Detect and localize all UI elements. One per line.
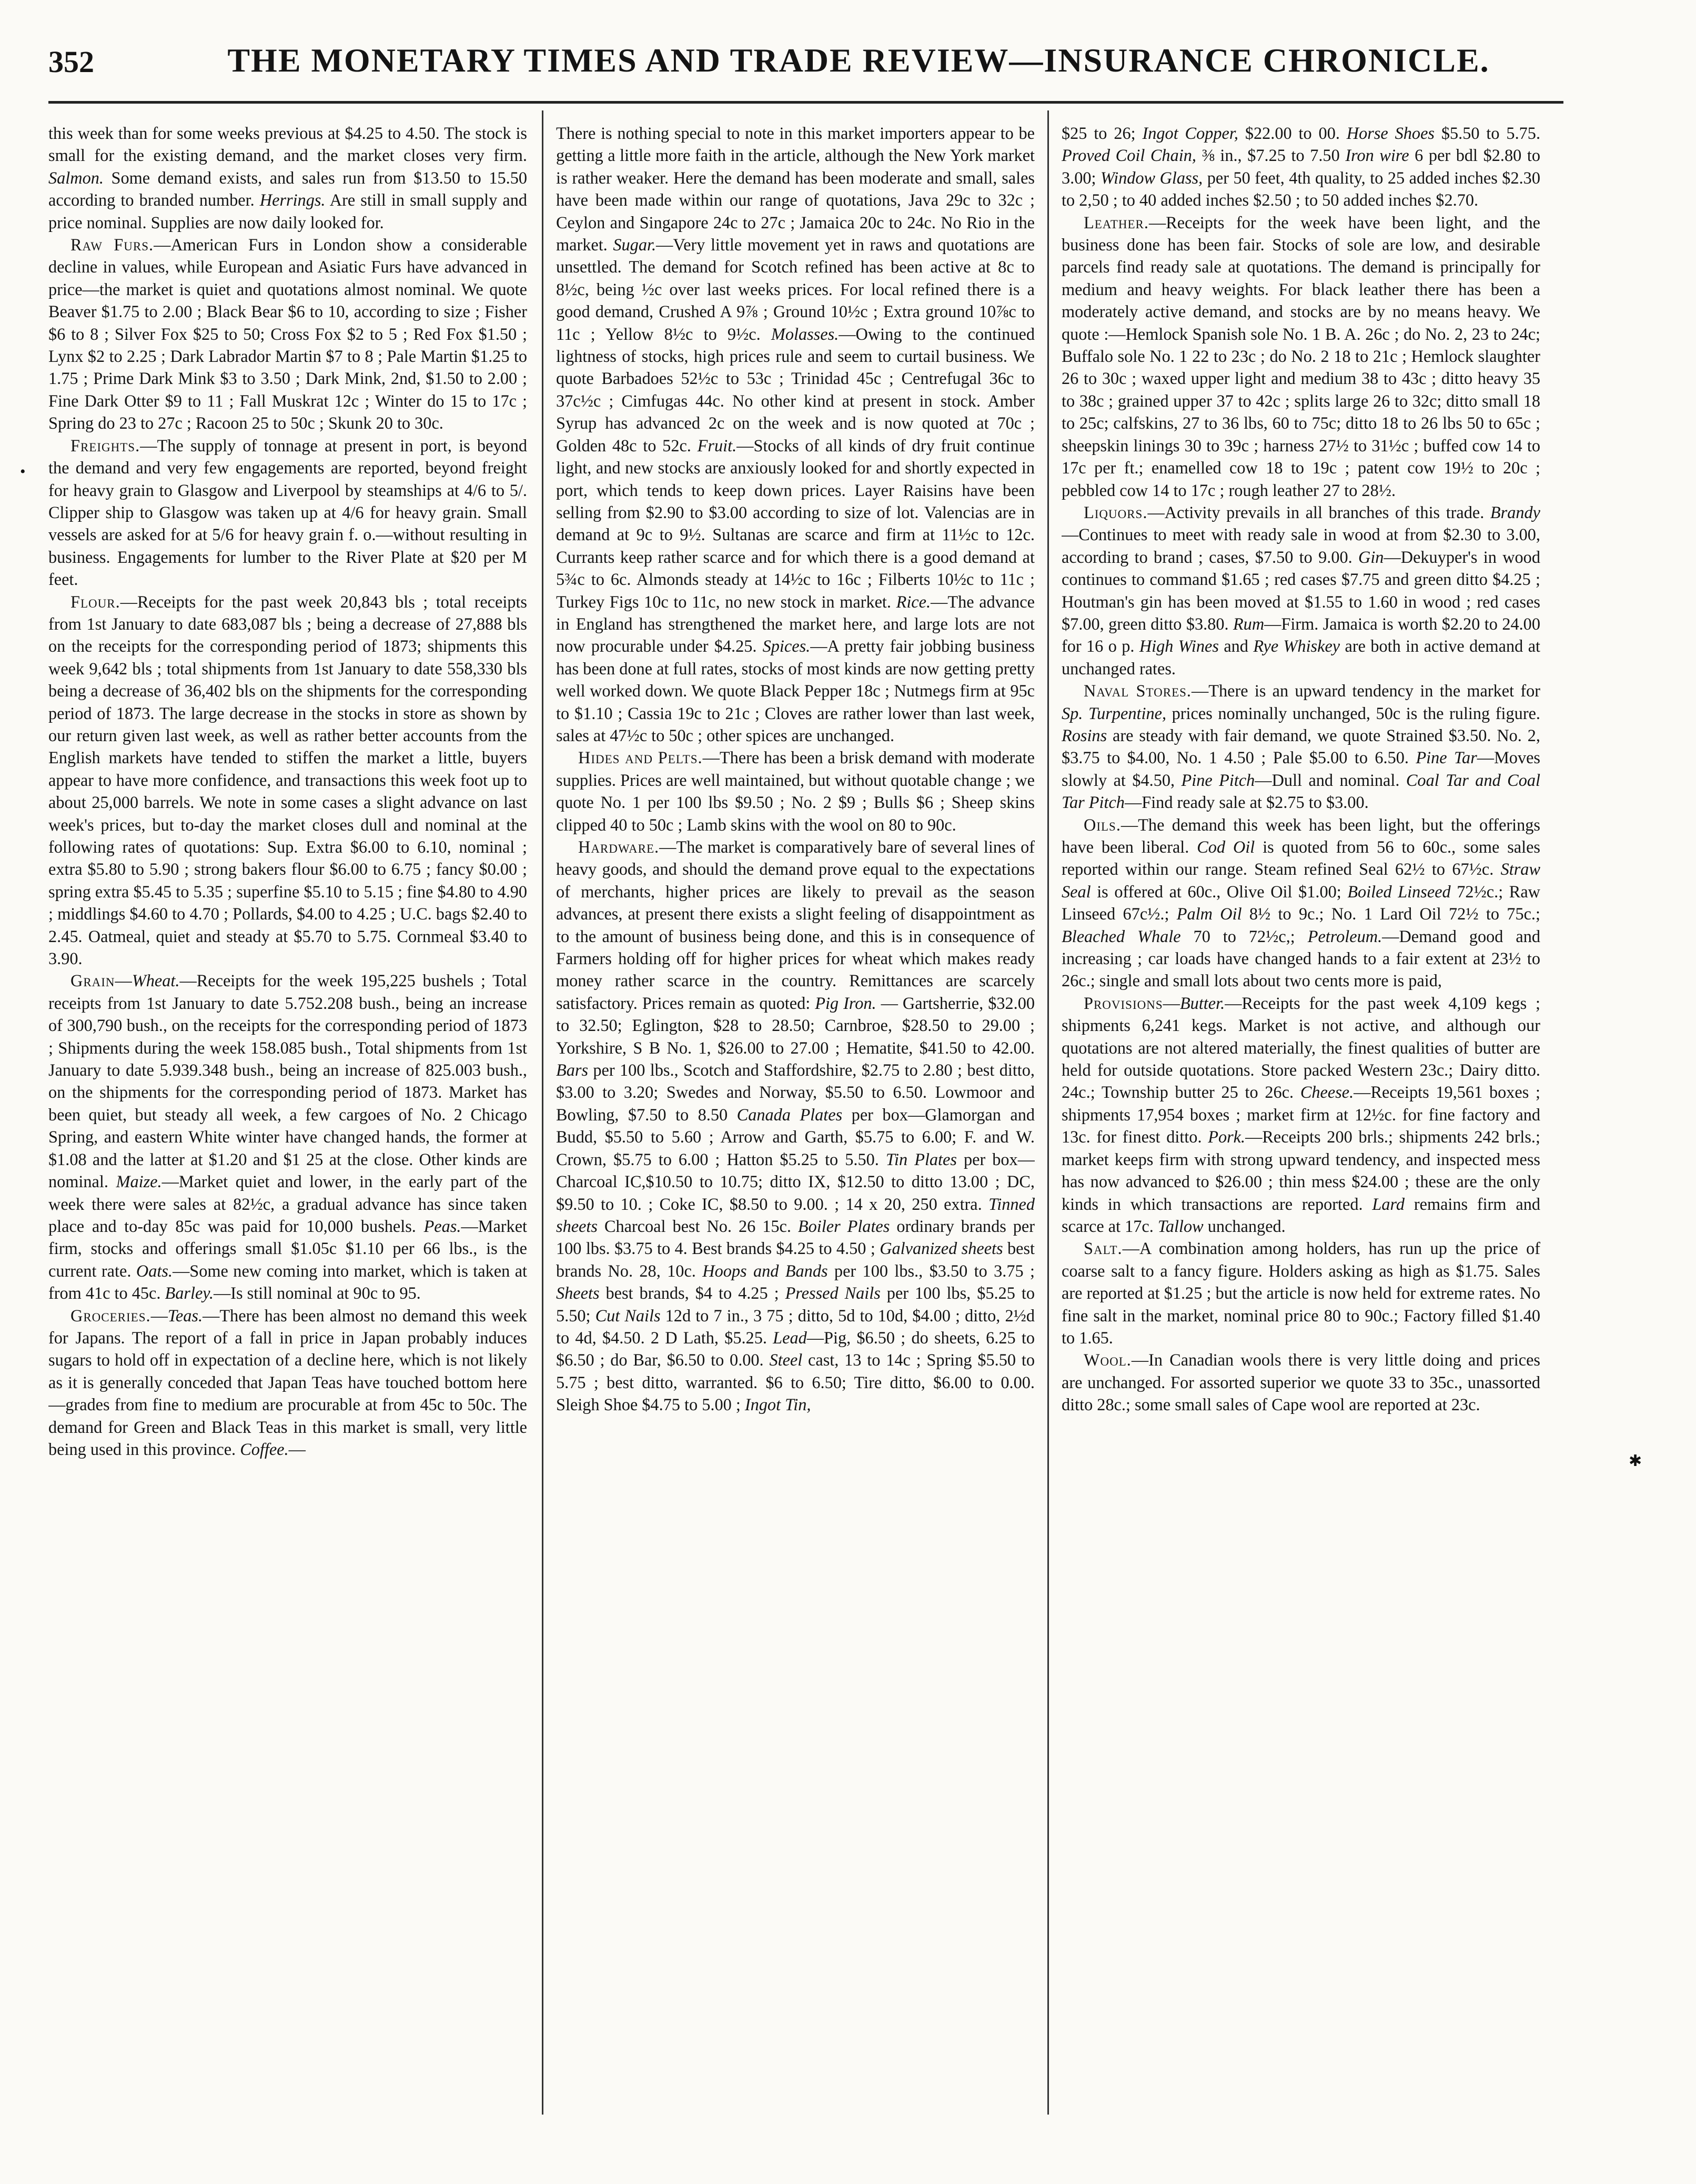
article-paragraph (1062, 680, 1540, 813)
paragraph-text: —The supply of tonnage at present in port, is beyond the demand and very few engagements are reported, beyond freight for heavy grain to Glasgow and Liverpool by steamships at 4/6 to 5/. Clipper ship to Glasgow was taken up at 4/6 for heavy grain. Small vessels are asked for at 5/6 for heavy grain f. o.—without resulting in business. Engagements for lumber to the River Plate at $20 per M feet. (48, 436, 527, 589)
commodity-label: Palm Oil (1176, 904, 1242, 924)
article-paragraph (1062, 501, 1540, 680)
commodity-label: Tin Plates (885, 1149, 957, 1169)
article-paragraph (48, 591, 527, 970)
paragraph-text: ⅜ in., $7.25 to 7.50 (1196, 146, 1346, 165)
paragraph-text: —Very little movement yet in raws and quotations are unsettled. The demand for Scotch refined has been active at 8c to 8½c, being ½c over last weeks prices. For local refined there is a good demand, Crushed A 9⅞ ; Ground 10½c ; Extra ground 10⅞c to 11c ; Yellow 8½c to 9½c. (556, 235, 1035, 343)
commodity-label: Ingot Tin, (744, 1395, 811, 1414)
commodity-label: Proved Coil Chain, (1062, 146, 1196, 165)
commodity-label: Coffee. (240, 1439, 289, 1459)
commodity-label: Coal Tar and Coal Tar Pitch (1062, 770, 1540, 812)
section-heading: Naval Stores. (1084, 681, 1192, 701)
paragraph-text: —There is an upward tendency in the market for (1192, 681, 1540, 701)
paragraph-text: 70 to 72½c,; (1180, 926, 1308, 946)
article-paragraph (556, 836, 1035, 1416)
column-divider (1047, 110, 1049, 2115)
margin-dot: • (20, 463, 26, 480)
section-heading: Oils. (1084, 815, 1121, 834)
paragraph-text: —Owing to the continued lightness of stocks, high prices rule and seem to curtail business. We quote Barbadoes 52½c to 53c ; Trinidad 45c ; Centrefugal 36c to 37c½c ; Cimfugas 44c. No other kind at present in stock. Amber Syrup has advanced 2c on the week and is now quoted at 70c ; Golden 48c to 52c. (556, 324, 1035, 455)
paragraph-text: —Stocks of all kinds of dry fruit continue light, and new stocks are anxiously looked for and shortly expected in port, which tends to keep down prices. Layer Raisins have been selling from $2.90 to $3.00 according to size of lot. Valencias are in demand at 9c to 9½. Sultanas are scarce and firm at 11½c to 12c. Currants keep rather scarce and for which there is a good demand at 5¾c to 6c. Almonds steady at 14½c to 16c ; Filberts 10½c to 11c ; Turkey Figs 10c to 11c, no new stock in market. (556, 436, 1035, 611)
paragraph-text: —The demand this week has been light, but the offerings have been liberal. (1062, 815, 1540, 856)
commodity-label: Pressed Nails (785, 1283, 881, 1303)
column-2 (556, 122, 1035, 2116)
article-paragraph (1062, 992, 1540, 1237)
commodity-label: Oats. (136, 1261, 173, 1280)
paragraph-text: — (1163, 993, 1180, 1013)
paragraph-text: is offered at 60c., Olive Oil $1.00; (1091, 882, 1348, 901)
paragraph-text: per box—Charcoal IC,$10.50 to 10.75; ditto IX, $12.50 to ditto 13.00 ; DC, $9.50 to 10. ; Coke IC, $8.50 to 9.00. ; 14 x 20, 250 extra. (556, 1149, 1035, 1214)
paragraph-text: cast, 13 to 14c ; Spring $5.50 to 5.75 ; best ditto, warranted. $6 to 6.50; Tire ditto, $6.00 to 0.00. Sleigh Shoe $4.75 to 5.00 ; (556, 1350, 1035, 1414)
paragraph-text: 6 per bdl $2.80 to 3.00; (1062, 146, 1540, 187)
paragraph-text: —Is still nominal at 90c to 95. (213, 1283, 421, 1303)
paragraph-text: and (1218, 636, 1254, 656)
commodity-label: Boiled Linseed (1347, 882, 1451, 901)
commodity-label: Wheat. (132, 971, 180, 990)
paragraph-text: best brands, $4 to 4.25 ; (599, 1283, 785, 1303)
commodity-label: Maize. (116, 1172, 162, 1191)
paragraph-text: Charcoal best No. 26 15c. (597, 1216, 798, 1236)
section-heading: Leather. (1084, 213, 1149, 232)
paragraph-text: per box—Glamorgan and Budd, $5.50 to 5.60 ; Arrow and Garth, $5.75 to 6.00; F. and W. Crown, $5.75 to 6.00 ; Hatton $5.25 to 5.50. (556, 1105, 1035, 1169)
commodity-label: Sp. Turpentine, (1062, 703, 1167, 723)
section-heading: Wool. (1084, 1350, 1132, 1370)
commodity-label: Rum (1233, 614, 1265, 633)
paragraph-text: —Some new coming into market, which is taken at from 41c to 45c. (48, 1261, 527, 1303)
paragraph-text: 8½ to 9c.; No. 1 Lard Oil 72½ to 75c.; (1241, 904, 1540, 924)
paragraph-text: — (288, 1439, 306, 1459)
commodity-label: Bars (556, 1060, 589, 1080)
paragraph-text: —Activity prevails in all branches of this trade. (1147, 502, 1490, 522)
section-heading: Flour. (70, 592, 120, 611)
commodity-label: Tinned sheets (556, 1194, 1035, 1236)
paragraph-text: —Receipts for the past week 4,109 kegs ; shipments 6,241 kegs. Market is not active, and although our quotations are not altered materially, the finest qualities of butter are held for outside quotations. Store packed Western 23c.; Dairy ditto. 24c.; Township butter 25 to 26c. (1062, 993, 1540, 1102)
section-heading: Grain (70, 971, 115, 990)
paragraph-text: —There has been a brisk demand with moderate supplies. Prices are well maintained, but without quotable change ; we quote No. 1 per 100 lbs $9.50 ; No. 2 $9 ; Bulls $6 ; Sheep skins clipped 40 to 50c ; Lamb skins with the wool on 80 to 90c. (556, 748, 1035, 834)
commodity-label: Teas. (167, 1306, 203, 1325)
paragraph-text: unchanged. (1203, 1216, 1286, 1236)
paragraph-text: —Continues to meet with ready sale in wood at from $2.30 to 3.00, according to brand ; cases, $7.50 to 9.00. (1062, 525, 1540, 567)
paragraph-text: per 100 lbs., $3.50 to 3.75 ; (827, 1261, 1035, 1280)
commodity-label: Boiler Plates (797, 1216, 890, 1236)
paragraph-text: —Dekuyper's in wood continues to command $1.65 ; red cases $7.75 and green ditto $4.25 ; Houtman's gin has been moved at $1.55 to 1.60 in wood ; red cases $7.00, green ditto $3.80. (1062, 547, 1540, 633)
commodity-label: Steel (769, 1350, 803, 1370)
article-paragraph (556, 122, 1035, 746)
paragraph-text: per 50 feet, 4th quality, to 25 added inches $2.30 to 2,50 ; to 40 added inches $2.50 ; to 50 added inches $2.70. (1062, 168, 1540, 210)
paragraph-text: is quoted from 56 to 60c., some sales reported within our range. Steam refined Seal 62½ to 67½c. (1062, 837, 1540, 879)
paragraph-text: per 100 lbs., Scotch and Staffordshire, $2.75 to 2.80 ; best ditto, $3.00 to 3.20; Swedes and Norway, $5.50 to 6.50. Lowmoor and Bowling, $7.50 to 8.50 (556, 1060, 1035, 1124)
running-head-title: THE MONETARY TIMES AND TRADE REVIEW—INSURANCE CHRONICLE. (227, 42, 1490, 79)
paragraph-text: — Gartsherrie, $32.00 to 32.50; Eglington, $28 to 28.50; Carnbroe, $28.50 to 29.00 ; Yorkshire, S B No. 1, $26.00 to 27.00 ; Hematite, $41.50 to 42.00. (556, 993, 1035, 1057)
paragraph-text: best brands No. 28, 10c. (556, 1239, 1035, 1280)
paragraph-text: $5.50 to 5.75. (1434, 124, 1540, 143)
paragraph-text: $25 to 26; (1062, 124, 1143, 143)
commodity-label: Lead (773, 1328, 807, 1347)
commodity-label: Canada Plates (736, 1105, 843, 1124)
paragraph-text: are steady with fair demand, we quote Strained $3.50. No. 2, $3.75 to $4.00, No. 1 4.50 ; Pale $5.00 to 6.50. (1062, 725, 1540, 767)
column-divider (542, 110, 543, 2115)
section-heading: Provisions (1084, 993, 1163, 1013)
commodity-label: Hoops and Bands (702, 1261, 828, 1280)
column-1 (48, 122, 527, 2116)
commodity-label: Salmon. (48, 168, 104, 187)
commodity-label: Pig Iron. (815, 993, 876, 1013)
paragraph-text: —There has been almost no demand this week for Japans. The report of a fall in price in Japan probably induces sugars to hold off in expectation of a decline here, which is not likely as it is generally conceded that Japan Teas have touched bottom here—grades from fine to medium are procurable at from 45c to 50c. The demand for Green and Black Teas in this market is small, very little being used in this province. (48, 1306, 527, 1459)
paragraph-text: —Receipts 200 brls.; shipments 242 brls.; market keeps firm with strong upward tendency, and inspected mess has now advanced to $26.00 ; thin mess $24.00 ; these are the only kinds in which transactions are reported. (1062, 1127, 1540, 1214)
section-heading: Liquors. (1084, 502, 1148, 522)
article-paragraph (48, 122, 527, 234)
paragraph-text: Some demand exists, and sales run from $13.50 to 15.50 according to branded number. (48, 168, 527, 210)
paragraph-text: Are still in small supply and price nominal. Supplies are now daily looked for. (48, 190, 527, 232)
page-number: 352 (48, 45, 94, 79)
column-3 (1062, 122, 1540, 2116)
paragraph-text: There is nothing special to note in this market importers appear to be getting a little more faith in the article, although the New York market is rather weaker. Here the demand has been moderate and small, sales have been made within our range of quotations, Java 29c to 32c ; Ceylon and Singapore 24c to 27c ; Jamaica 20c to 24c. No Rio in the market. (556, 124, 1035, 255)
header-rule (48, 101, 1563, 104)
commodity-label: Straw Seal (1062, 860, 1540, 901)
commodity-label: High Wines (1139, 636, 1219, 656)
paragraph-text: this week than for some weeks previous at $4.25 to 4.50. The stock is small for the existing demand, and the market closes very firm. (48, 124, 527, 165)
commodity-label: Rosins (1062, 725, 1107, 745)
commodity-label: Pork. (1208, 1127, 1246, 1147)
commodity-label: Iron wire (1345, 146, 1409, 165)
margin-asterisk: ✱ (1629, 1452, 1642, 1470)
commodity-label: Butter. (1179, 993, 1225, 1013)
article-paragraph (1062, 814, 1540, 992)
article-paragraph (1062, 122, 1540, 211)
paragraph-text: —Dull and nominal. (1255, 770, 1406, 790)
commodity-label: Herrings. (259, 190, 326, 210)
commodity-label: Cut Nails (595, 1306, 661, 1325)
paragraph-text: —Market quiet and lower, in the early part of the week there were sales at 82½c, a gradual advance has since taken place and to-day 85c was paid for 10,000 bushels. (48, 1172, 527, 1236)
commodity-label: Spices. (762, 636, 811, 656)
paragraph-text: 12d to 7 in., 3 75 ; ditto, 5d to 10d, $4.00 ; ditto, 2½d to 4d, $4.50. 2 D Lath, $5.25. (556, 1306, 1035, 1347)
paragraph-text: —Receipts for the week have been light, and the business done has been fair. Stocks of sole are low, and desirable parcels find ready sale at quotations. The demand is principally for medium and heavy weights. For black leather there has been a moderately active demand, and stocks are by no means heavy. We quote :—Hemlock Spanish sole No. 1 B. A. 26c ; do No. 2, 23 to 24c; Buffalo sole No. 1 22 to 23c ; do No. 2 18 to 21c ; Hemlock slaughter 26 to 30c ; waxed upper light and medium 38 to 43c ; ditto heavy 35 to 38c ; grained upper 37 to 42c ; splits large 26 to 32c; ditto small 18 to 25c; calfskins, 27 to 36 lbs, 60 to 75c; ditto 18 to 26 lbs 50 to 65c ; sheepskin linings 30 to 39c ; harness 27½ to 31½c ; buffed cow 14 to 17c per ft.; enamelled cow 18 to 19c ; patent cow 19½ to 20c ; pebbled cow 14 to 17c ; rough leather 27 to 28½. (1062, 213, 1540, 500)
page-header (48, 23, 1563, 86)
paragraph-text: $22.00 to 00. (1238, 124, 1347, 143)
paragraph-text: —Receipts for the past week 20,843 bls ; total receipts from 1st January to date 683,087 bls ; being a decrease of 27,888 bls on the receipts for the corresponding period of 1873; shipments this week 9,642 bls ; total shipments from 1st January to date 558,330 bls being a decrease of 36,402 bls on the shipments for the corresponding period of 1873. The large decrease in the stocks in store as shown by our return given last week, as well as rather better accounts from the English markets have tended to stiffen the market a little, buyers appear to have more confidence, and transactions this week foot up to about 25,000 barrels. We note in some cases a slight advance on last week's prices, but to-day the market closes dull and nominal at the following rates of quotations: Sup. Extra $6.00 to 6.10, nominal ; extra $5.80 to 5.90 ; strong bakers flour $6.00 to 6.75 ; fancy $0.00 ; spring extra $5.45 to 5.35 ; superfine $5.10 to 5.15 ; fine $4.80 to 4.90 ; middlings $4.60 to 4.70 ; Pollards, $4.00 to 4.25 ; U.C. bags $2.40 to 2.45. Oatmeal, quiet and steady at $5.70 to 5.75. Cornmeal $3.40 to 3.90. (48, 592, 527, 968)
section-heading: Groceries. (70, 1306, 151, 1325)
article-paragraph (48, 434, 527, 591)
paragraph-text: —A combination among holders, has run up the price of coarse salt to a fancy figure. Holders asking as high as $1.75. Sales are reported at $1.25 ; but the article is now held for extreme rates. No fine salt in the market, nominal price 80 to 90c.; Factory filled $1.40 to 1.65. (1062, 1239, 1540, 1347)
commodity-label: Petroleum. (1307, 926, 1382, 946)
paragraph-text: —Demand good and increasing ; car loads have changed hands to a fair extent at 23½ to 26c.; single and small lots about two cents more is paid, (1062, 926, 1540, 990)
commodity-label: Lard (1372, 1194, 1405, 1214)
paragraph-text: —Moves slowly at $4.50, (1062, 748, 1540, 790)
paragraph-text: —The market is comparatively bare of several lines of heavy goods, and should the demand prove equal to the expectations of merchants, higher prices are likely to prevail as the season advances, at present there exists a slight feeling of disappointment as to the amount of business being done, and this is in consequence of Farmers holding off for higher prices for wheat which makes ready money rather scarce in the country. Remittances are scarcely satisfactory. Prices remain as quoted: (556, 837, 1035, 1013)
paragraph-text: prices nominally unchanged, 50c is the ruling figure. (1166, 703, 1540, 723)
commodity-label: Galvanized sheets (880, 1239, 1003, 1258)
paragraph-text: —Firm. Jamaica is worth $2.20 to 24.00 for 16 o p. (1062, 614, 1540, 656)
paragraph-text: —Market firm, stocks and offerings small $1.05c $1.10 per 66 lbs., is the current rate. (48, 1216, 527, 1280)
commodity-label: Sheets (556, 1283, 600, 1303)
commodity-label: Bleached Whale (1062, 926, 1181, 946)
section-heading: Freights. (70, 436, 140, 455)
paragraph-text: remains firm and scarce at 17c. (1062, 1194, 1540, 1236)
paragraph-text: —Receipts for the week 195,225 bushels ; Total receipts from 1st January to date 5.752.208 bush., being an increase of 300,790 bush., on the receipts for the corresponding period of 1873 ; Shipments during the week 158.085 bush., Total shipments from 1st January to date 5.939.348 bush., being an increase of 825.003 bush., on the shipments for the corresponding period of 1873. Market has been quiet, but steady all week, a few cargoes of No. 2 Chicago Spring, and eastern White winter have changed hands, the former at $1.08 and the latter at $1.20 and $1 25 at the close. Other kinds are nominal. (48, 971, 527, 1191)
commodity-label: Pine Tar (1416, 748, 1477, 767)
paragraph-text: —American Furs in London show a considerable decline in values, while European and Asiatic Furs have advanced in price—the market is quiet and quotations almost nominal. We quote Beaver $1.75 to 2.00 ; Black Bear $6 to 10, according to size ; Fisher $6 to 8 ; Silver Fox $25 to 50; Cross Fox $2 to 5 ; Red Fox $1.50 ; Lynx $2 to 2.25 ; Dark Labrador Martin $7 to 8 ; Pale Martin $1.25 to 1.75 ; Prime Dark Mink $3 to 3.50 ; Dark Mink, 2nd, $1.50 to 2.00 ; Fine Dark Otter $9 to 11 ; Fall Muskrat 12c ; Winter do 15 to 17c ; Spring do 23 to 27c ; Racoon 25 to 50c ; Skunk 20 to 30c. (48, 235, 527, 433)
article-paragraph (1062, 1349, 1540, 1415)
paragraph-text: —In Canadian wools there is very little doing and prices are unchanged. For assorted superior we quote 33 to 35c., unassorted ditto 28c.; some small sales of Cape wool are reported at 23c. (1062, 1350, 1540, 1414)
commodity-label: Cheese. (1300, 1083, 1354, 1102)
commodity-label: Fruit. (697, 436, 737, 455)
section-heading: Raw Furs. (70, 235, 154, 255)
paragraph-text: ordinary brands per 100 lbs. $3.75 to 4. Best brands $4.25 to 4.50 ; (556, 1216, 1035, 1258)
paragraph-text: — (150, 1306, 168, 1325)
commodity-label: Ingot Copper, (1142, 124, 1238, 143)
commodity-label: Sugar. (613, 235, 657, 255)
commodity-label: Window Glass, (1101, 168, 1203, 187)
commodity-label: Cod Oil (1197, 837, 1255, 856)
paragraph-text: —Receipts 19,561 boxes ; shipments 17,954 boxes ; market firm at 12½c. for fine factory and 13c. for finest ditto. (1062, 1083, 1540, 1147)
commodity-label: Gin (1358, 547, 1384, 567)
paragraph-text: — (115, 971, 132, 990)
paragraph-text: —Find ready sale at $2.75 to $3.00. (1124, 793, 1369, 812)
commodity-label: Barley. (165, 1283, 214, 1303)
commodity-label: Brandy (1490, 502, 1540, 522)
commodity-label: Molasses. (771, 324, 839, 343)
section-heading: Salt. (1084, 1239, 1123, 1258)
paragraph-text: 72½c.; Raw Linseed 67c½.; (1062, 882, 1540, 924)
section-heading: Hides and Pelts. (578, 748, 703, 767)
paragraph-text: —Pig, $6.50 ; do sheets, 6.25 to $6.50 ; do Bar, $6.50 to 0.00. (556, 1328, 1035, 1370)
article-paragraph (1062, 211, 1540, 501)
article-paragraph (48, 1305, 527, 1461)
commodity-label: Rye Whiskey (1253, 636, 1340, 656)
paragraph-text: are both in active demand at unchanged rates. (1062, 636, 1540, 678)
commodity-label: Horse Shoes (1346, 124, 1435, 143)
commodity-label: Rice. (896, 592, 931, 611)
section-heading: Hardware. (578, 837, 660, 856)
commodity-label: Tallow (1157, 1216, 1204, 1236)
article-paragraph (48, 969, 527, 1304)
paragraph-text: —A pretty fair jobbing business has been done at full rates, stocks of most kinds are now getting pretty well worked down. We quote Black Pepper 18c ; Nutmegs firm at 95c to $1.10 ; Cassia 19c to 21c ; Cloves are rather lower than last week, sales at 47½c to 50c ; other spices are unchanged. (556, 636, 1035, 745)
article-paragraph (556, 746, 1035, 836)
commodity-label: Pine Pitch (1181, 770, 1255, 790)
article-paragraph (1062, 1237, 1540, 1349)
article-paragraph (48, 234, 527, 434)
commodity-label: Peas. (423, 1216, 461, 1236)
paragraph-text: —The advance in England has strengthened the market here, and large lots are not now procurable under $4.25. (556, 592, 1035, 656)
paragraph-text: per 100 lbs, $5.25 to 5.50; (556, 1283, 1035, 1325)
